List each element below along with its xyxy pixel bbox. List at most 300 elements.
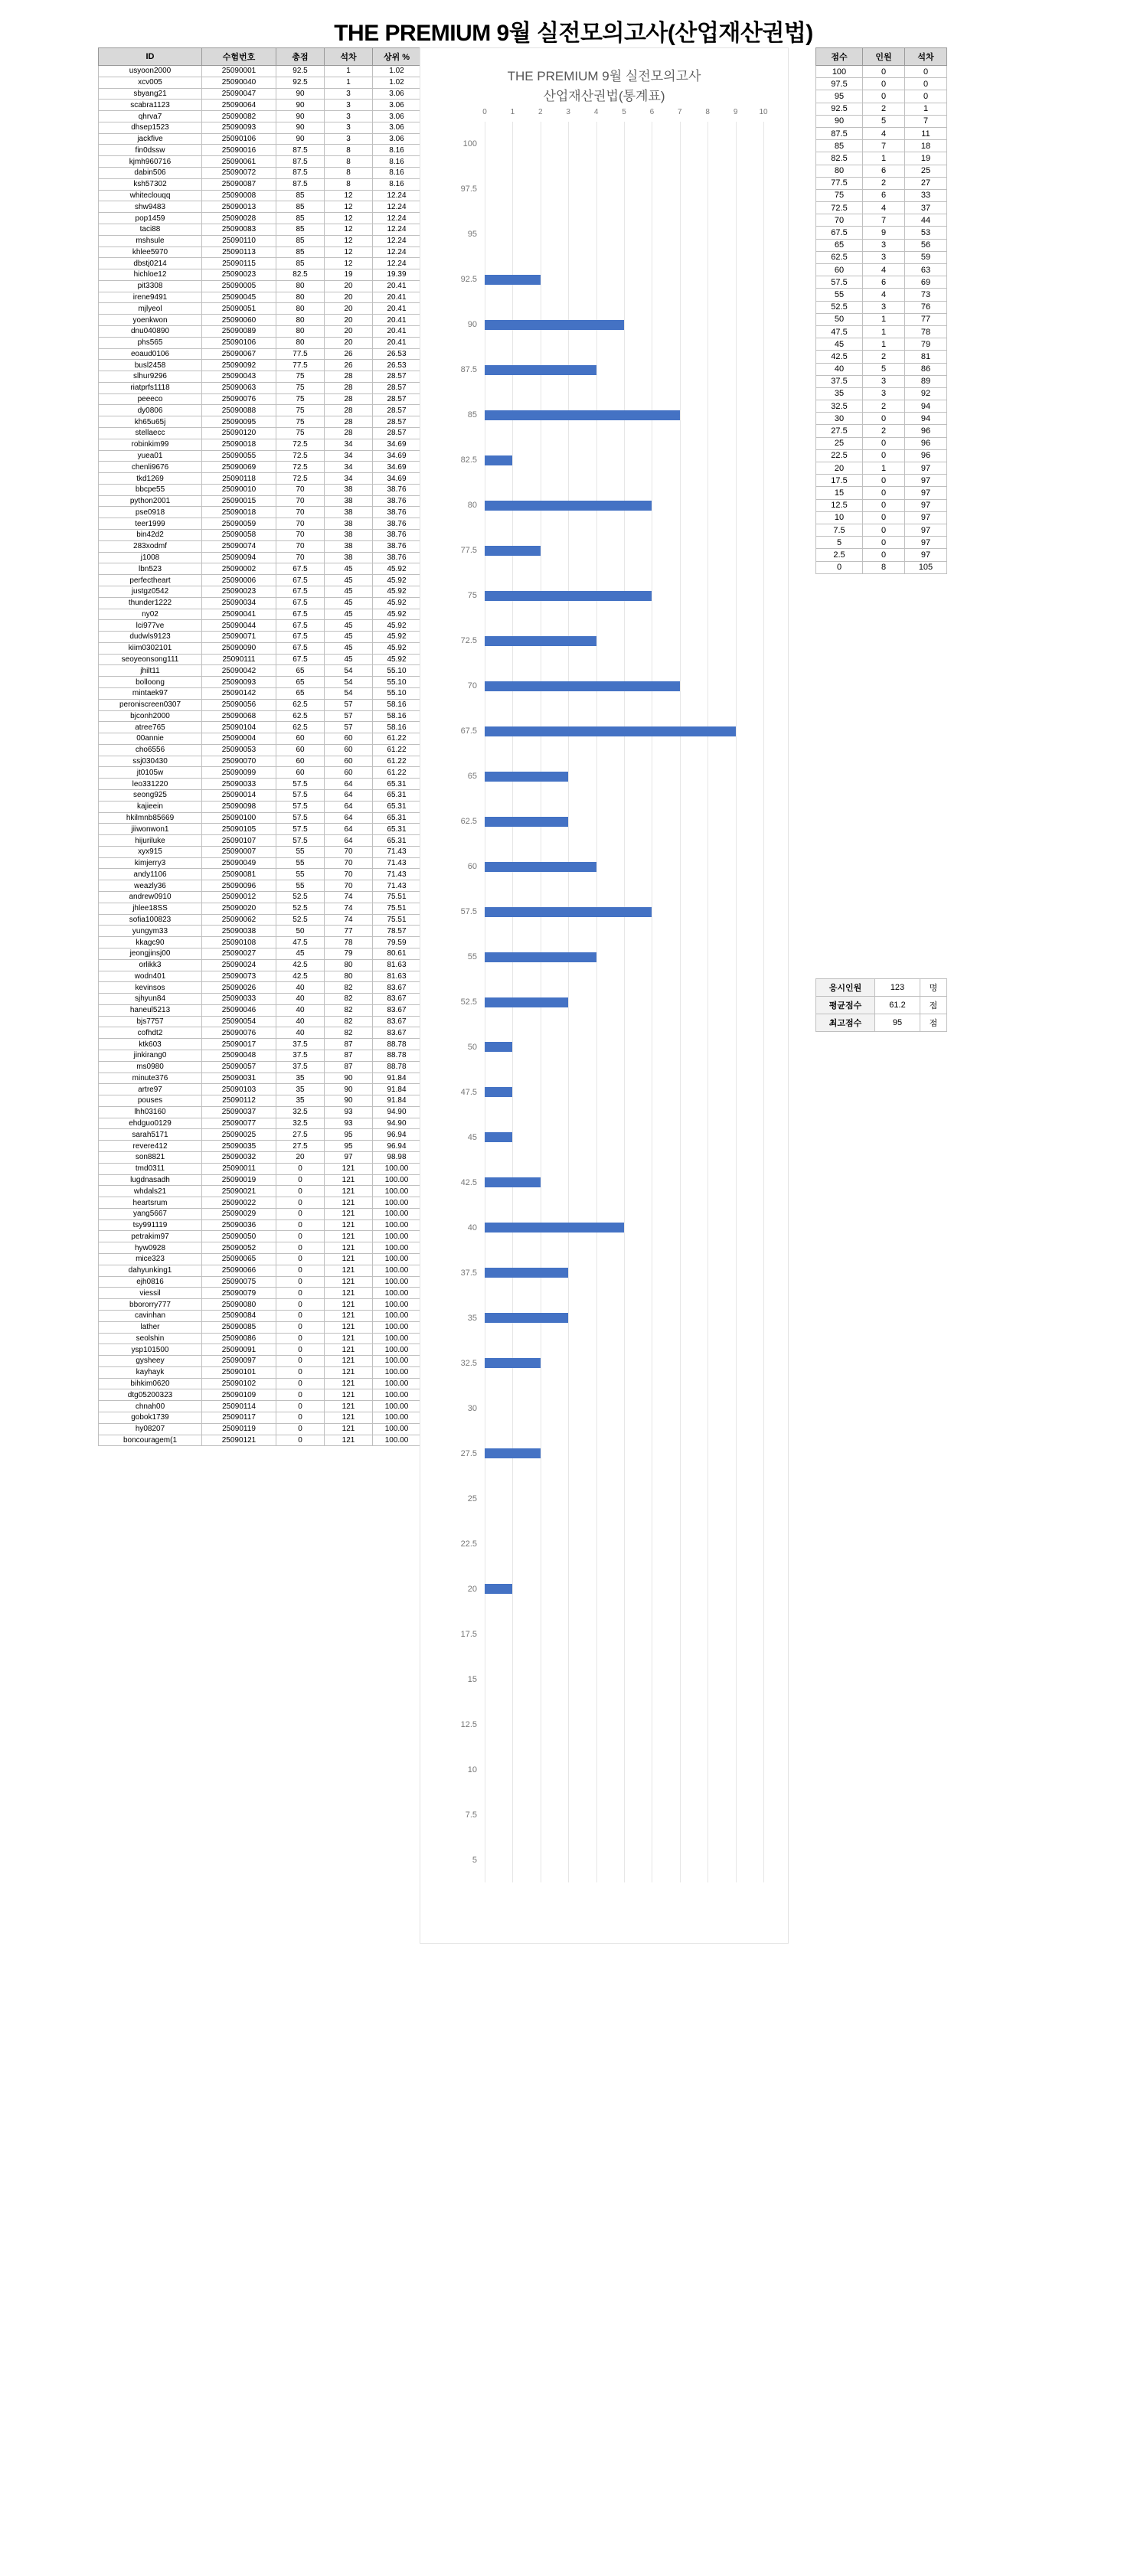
table-row bbox=[99, 790, 421, 802]
chart-bar bbox=[485, 455, 512, 465]
cell-id: peeeco bbox=[99, 393, 202, 405]
cell-count: 2 bbox=[863, 425, 905, 437]
cell-id: boncouragem(1 bbox=[99, 1435, 202, 1446]
cell-rk: 28 bbox=[325, 393, 373, 405]
cell-no: 25090058 bbox=[202, 530, 276, 541]
cell-no: 25090037 bbox=[202, 1106, 276, 1118]
cell-pc: 100.00 bbox=[373, 1435, 421, 1446]
cell-pc: 65.31 bbox=[373, 790, 421, 802]
cell-id: mice323 bbox=[99, 1254, 202, 1265]
cell-count: 0 bbox=[863, 90, 905, 103]
cell-sc: 55 bbox=[276, 846, 325, 857]
cell-sc: 72.5 bbox=[276, 462, 325, 473]
cell-no: 25090063 bbox=[202, 382, 276, 393]
column-header-score: 총점 bbox=[276, 48, 325, 66]
chart-bar bbox=[485, 997, 568, 1007]
cell-no: 25090053 bbox=[202, 744, 276, 756]
cell-rk: 45 bbox=[325, 586, 373, 597]
table-row bbox=[99, 1378, 421, 1389]
cell-cumrank: 89 bbox=[905, 375, 947, 387]
cell-id: jhilt11 bbox=[99, 665, 202, 677]
table-row bbox=[99, 665, 421, 677]
cell-cumrank: 63 bbox=[905, 264, 947, 276]
table-row bbox=[99, 190, 421, 201]
cell-rk: 3 bbox=[325, 111, 373, 122]
cell-sc: 52.5 bbox=[276, 903, 325, 914]
table-row bbox=[99, 1356, 421, 1367]
cell-count: 0 bbox=[863, 66, 905, 78]
cell-pc: 34.69 bbox=[373, 473, 421, 485]
cell-sc: 60 bbox=[276, 733, 325, 745]
cell-pc: 100.00 bbox=[373, 1197, 421, 1209]
cell-pc: 28.57 bbox=[373, 371, 421, 383]
cell-pc: 61.22 bbox=[373, 744, 421, 756]
cell-id: peroniscreen0307 bbox=[99, 699, 202, 710]
distribution-row bbox=[816, 462, 947, 475]
chart-bar bbox=[485, 817, 568, 827]
cell-no: 25090091 bbox=[202, 1344, 276, 1356]
cell-pc: 65.31 bbox=[373, 835, 421, 847]
cell-sc: 0 bbox=[276, 1276, 325, 1288]
chart-y-tick-label: 40 bbox=[467, 1223, 477, 1232]
cell-rk: 93 bbox=[325, 1118, 373, 1129]
cell-sc: 60 bbox=[276, 756, 325, 767]
cell-no: 25090047 bbox=[202, 88, 276, 100]
cell-rk: 26 bbox=[325, 360, 373, 371]
cell-rk: 121 bbox=[325, 1231, 373, 1242]
cell-sc: 40 bbox=[276, 1027, 325, 1039]
cell-sc: 67.5 bbox=[276, 586, 325, 597]
cell-cumrank: 0 bbox=[905, 66, 947, 78]
cell-id: ejh0816 bbox=[99, 1276, 202, 1288]
table-row bbox=[99, 1276, 421, 1288]
chart-y-tick-label: 50 bbox=[467, 1042, 477, 1052]
table-row bbox=[99, 609, 421, 620]
cell-no: 25090020 bbox=[202, 903, 276, 914]
cell-id: cho6556 bbox=[99, 744, 202, 756]
cell-id: mshsule bbox=[99, 235, 202, 246]
chart-y-tick-label: 70 bbox=[467, 681, 477, 691]
table-row bbox=[99, 507, 421, 518]
cell-id: leo331220 bbox=[99, 779, 202, 790]
chart-y-tick-label: 20 bbox=[467, 1584, 477, 1594]
cell-pc: 45.92 bbox=[373, 609, 421, 620]
cell-no: 25090019 bbox=[202, 1174, 276, 1186]
cell-rk: 8 bbox=[325, 156, 373, 168]
chart-y-tick-label: 80 bbox=[467, 501, 477, 511]
cell-count: 1 bbox=[863, 325, 905, 338]
cell-no: 25090007 bbox=[202, 846, 276, 857]
cell-sc: 90 bbox=[276, 88, 325, 100]
table-row bbox=[99, 824, 421, 835]
chart-bar bbox=[485, 591, 652, 601]
cell-rk: 121 bbox=[325, 1321, 373, 1333]
chart-gridline bbox=[707, 122, 708, 1882]
cell-points: 67.5 bbox=[816, 227, 863, 239]
chart-bar bbox=[485, 1584, 512, 1594]
distribution-row bbox=[816, 511, 947, 524]
cell-sc: 47.5 bbox=[276, 937, 325, 948]
cell-id: bjconh2000 bbox=[99, 710, 202, 722]
cell-sc: 72.5 bbox=[276, 473, 325, 485]
chart-y-tick-label: 35 bbox=[467, 1313, 477, 1323]
summary-value: 123 bbox=[875, 979, 920, 997]
cell-sc: 0 bbox=[276, 1163, 325, 1174]
statistics-chart bbox=[420, 47, 789, 1944]
scores-table bbox=[98, 47, 421, 1446]
cell-id: lci977ve bbox=[99, 620, 202, 632]
cell-rk: 54 bbox=[325, 665, 373, 677]
cell-count: 8 bbox=[863, 561, 905, 573]
cell-id: ktk603 bbox=[99, 1039, 202, 1050]
cell-no: 25090113 bbox=[202, 246, 276, 258]
distribution-row bbox=[816, 264, 947, 276]
cell-id: perfectheart bbox=[99, 575, 202, 586]
cell-sc: 60 bbox=[276, 767, 325, 779]
table-row bbox=[99, 812, 421, 824]
table-row bbox=[99, 1344, 421, 1356]
cell-no: 25090018 bbox=[202, 439, 276, 450]
cell-cumrank: 97 bbox=[905, 499, 947, 511]
cell-count: 0 bbox=[863, 499, 905, 511]
cell-rk: 12 bbox=[325, 224, 373, 235]
cell-sc: 0 bbox=[276, 1299, 325, 1311]
cell-id: dbstj0214 bbox=[99, 258, 202, 269]
cell-sc: 62.5 bbox=[276, 722, 325, 733]
table-row bbox=[99, 982, 421, 994]
table-row bbox=[99, 258, 421, 269]
cell-pc: 20.41 bbox=[373, 292, 421, 303]
cell-sc: 85 bbox=[276, 190, 325, 201]
cell-no: 25090107 bbox=[202, 835, 276, 847]
cell-no: 25090052 bbox=[202, 1242, 276, 1254]
cell-sc: 0 bbox=[276, 1412, 325, 1423]
chart-y-tick-label: 32.5 bbox=[460, 1358, 477, 1368]
chart-y-tick-label: 90 bbox=[467, 320, 477, 330]
chart-x-tick-label: 4 bbox=[593, 108, 599, 116]
cell-rk: 64 bbox=[325, 801, 373, 812]
cell-no: 25090049 bbox=[202, 857, 276, 869]
chart-y-tick-label: 42.5 bbox=[460, 1177, 477, 1187]
cell-pc: 61.22 bbox=[373, 756, 421, 767]
table-row bbox=[99, 948, 421, 959]
cell-id: jhlee18SS bbox=[99, 903, 202, 914]
cell-sc: 0 bbox=[276, 1231, 325, 1242]
cell-cumrank: 7 bbox=[905, 115, 947, 127]
cell-points: 7.5 bbox=[816, 524, 863, 536]
cell-id: sbyang21 bbox=[99, 88, 202, 100]
cell-rk: 60 bbox=[325, 744, 373, 756]
cell-sc: 50 bbox=[276, 926, 325, 937]
distribution-row bbox=[816, 499, 947, 511]
cell-points: 45 bbox=[816, 338, 863, 351]
cell-no: 25090005 bbox=[202, 280, 276, 292]
cell-id: atree765 bbox=[99, 722, 202, 733]
cell-cumrank: 79 bbox=[905, 338, 947, 351]
cell-no: 25090035 bbox=[202, 1141, 276, 1152]
cell-sc: 80 bbox=[276, 292, 325, 303]
table-row bbox=[99, 1197, 421, 1209]
chart-x-tick-label: 1 bbox=[510, 108, 515, 116]
cell-id: jt0105w bbox=[99, 767, 202, 779]
cell-rk: 121 bbox=[325, 1276, 373, 1288]
cell-id: sarah5171 bbox=[99, 1129, 202, 1141]
cell-no: 25090064 bbox=[202, 100, 276, 111]
table-row bbox=[99, 360, 421, 371]
cell-no: 25090104 bbox=[202, 722, 276, 733]
cell-sc: 85 bbox=[276, 213, 325, 224]
table-row bbox=[99, 235, 421, 246]
cell-pc: 100.00 bbox=[373, 1378, 421, 1389]
table-row bbox=[99, 156, 421, 168]
cell-id: viessil bbox=[99, 1288, 202, 1299]
cell-no: 25090017 bbox=[202, 1039, 276, 1050]
cell-rk: 121 bbox=[325, 1423, 373, 1435]
cell-rk: 64 bbox=[325, 824, 373, 835]
cell-id: bbororry777 bbox=[99, 1299, 202, 1311]
cell-id: lbn523 bbox=[99, 563, 202, 575]
cell-pc: 100.00 bbox=[373, 1356, 421, 1367]
cell-no: 25090033 bbox=[202, 779, 276, 790]
cell-id: pouses bbox=[99, 1095, 202, 1107]
cell-pc: 45.92 bbox=[373, 632, 421, 643]
chart-x-tick-label: 6 bbox=[649, 108, 655, 116]
cell-sc: 52.5 bbox=[276, 892, 325, 903]
cell-rk: 60 bbox=[325, 767, 373, 779]
summary-row bbox=[816, 1014, 947, 1032]
cell-id: ehdguo0129 bbox=[99, 1118, 202, 1129]
cell-count: 9 bbox=[863, 227, 905, 239]
table-row bbox=[99, 1219, 421, 1231]
table-row bbox=[99, 1310, 421, 1321]
cell-cumrank: 0 bbox=[905, 90, 947, 103]
cell-rk: 121 bbox=[325, 1197, 373, 1209]
table-row bbox=[99, 428, 421, 439]
cell-pc: 98.98 bbox=[373, 1152, 421, 1164]
cell-sc: 75 bbox=[276, 371, 325, 383]
cell-no: 25090012 bbox=[202, 892, 276, 903]
cell-no: 25090027 bbox=[202, 948, 276, 959]
table-row bbox=[99, 767, 421, 779]
chart-bar bbox=[485, 275, 541, 285]
cell-no: 25090016 bbox=[202, 145, 276, 156]
cell-id: yuea01 bbox=[99, 450, 202, 462]
distribution-row bbox=[816, 475, 947, 487]
cell-pc: 88.78 bbox=[373, 1061, 421, 1073]
cell-rk: 28 bbox=[325, 382, 373, 393]
cell-points: 12.5 bbox=[816, 499, 863, 511]
table-row bbox=[99, 1412, 421, 1423]
cell-points: 77.5 bbox=[816, 177, 863, 189]
cell-rk: 57 bbox=[325, 710, 373, 722]
cell-no: 25090088 bbox=[202, 405, 276, 416]
cell-rk: 121 bbox=[325, 1242, 373, 1254]
cell-id: petrakim97 bbox=[99, 1231, 202, 1242]
cell-pc: 100.00 bbox=[373, 1186, 421, 1197]
chart-bar bbox=[485, 681, 680, 691]
cell-count: 0 bbox=[863, 524, 905, 536]
cell-rk: 121 bbox=[325, 1254, 373, 1265]
table-row bbox=[99, 687, 421, 699]
cell-rk: 121 bbox=[325, 1163, 373, 1174]
summary-label: 응시인원 bbox=[816, 979, 875, 997]
cell-no: 25090089 bbox=[202, 325, 276, 337]
chart-gridline bbox=[568, 122, 569, 1882]
cell-id: pse0918 bbox=[99, 507, 202, 518]
table-row bbox=[99, 642, 421, 654]
cell-no: 25090023 bbox=[202, 269, 276, 281]
cell-rk: 12 bbox=[325, 190, 373, 201]
cell-points: 57.5 bbox=[816, 276, 863, 289]
cell-pc: 94.90 bbox=[373, 1106, 421, 1118]
cell-sc: 0 bbox=[276, 1378, 325, 1389]
cell-count: 1 bbox=[863, 338, 905, 351]
cell-sc: 57.5 bbox=[276, 824, 325, 835]
table-row bbox=[99, 552, 421, 563]
cell-id: khlee5970 bbox=[99, 246, 202, 258]
cell-id: dhsep1523 bbox=[99, 122, 202, 133]
table-row bbox=[99, 1401, 421, 1412]
cell-sc: 0 bbox=[276, 1219, 325, 1231]
cell-sc: 80 bbox=[276, 280, 325, 292]
cell-rk: 20 bbox=[325, 325, 373, 337]
cell-sc: 42.5 bbox=[276, 971, 325, 982]
cell-count: 3 bbox=[863, 301, 905, 313]
cell-pc: 28.57 bbox=[373, 416, 421, 428]
cell-id: orlikk3 bbox=[99, 959, 202, 971]
distribution-row bbox=[816, 239, 947, 251]
cell-sc: 60 bbox=[276, 744, 325, 756]
cell-count: 0 bbox=[863, 475, 905, 487]
cell-cumrank: 81 bbox=[905, 351, 947, 363]
chart-y-tick-label: 47.5 bbox=[460, 1087, 477, 1097]
cell-sc: 62.5 bbox=[276, 710, 325, 722]
cell-id: sofia100823 bbox=[99, 914, 202, 926]
cell-rk: 82 bbox=[325, 1016, 373, 1027]
cell-pc: 81.63 bbox=[373, 971, 421, 982]
cell-count: 0 bbox=[863, 78, 905, 90]
cell-cumrank: 105 bbox=[905, 561, 947, 573]
cell-id: chenli9676 bbox=[99, 462, 202, 473]
cell-id: 283xodmf bbox=[99, 540, 202, 552]
cell-pc: 55.10 bbox=[373, 665, 421, 677]
cell-pc: 3.06 bbox=[373, 122, 421, 133]
chart-x-tick-label: 3 bbox=[566, 108, 570, 116]
cell-no: 25090043 bbox=[202, 371, 276, 383]
cell-pc: 12.24 bbox=[373, 258, 421, 269]
cell-sc: 0 bbox=[276, 1366, 325, 1378]
table-row bbox=[99, 178, 421, 190]
table-row bbox=[99, 1129, 421, 1141]
cell-pc: 100.00 bbox=[373, 1333, 421, 1344]
chart-bar bbox=[485, 1448, 541, 1458]
cell-rk: 38 bbox=[325, 540, 373, 552]
cell-rk: 12 bbox=[325, 213, 373, 224]
cell-cumrank: 59 bbox=[905, 251, 947, 263]
cell-no: 25090119 bbox=[202, 1423, 276, 1435]
cell-id: justgz0542 bbox=[99, 586, 202, 597]
cell-cumrank: 73 bbox=[905, 289, 947, 301]
cell-points: 97.5 bbox=[816, 78, 863, 90]
cell-sc: 0 bbox=[276, 1265, 325, 1276]
cell-sc: 0 bbox=[276, 1344, 325, 1356]
cell-count: 3 bbox=[863, 251, 905, 263]
cell-sc: 45 bbox=[276, 948, 325, 959]
chart-plot-area bbox=[460, 108, 768, 1882]
cell-id: whiteclouqq bbox=[99, 190, 202, 201]
cell-id: cavinhan bbox=[99, 1310, 202, 1321]
cell-id: lhh03160 bbox=[99, 1106, 202, 1118]
cell-pc: 45.92 bbox=[373, 620, 421, 632]
cell-sc: 77.5 bbox=[276, 348, 325, 360]
cell-id: stellaecc bbox=[99, 428, 202, 439]
cell-id: hyw0928 bbox=[99, 1242, 202, 1254]
distribution-table bbox=[815, 47, 947, 574]
cell-id: kimjerry3 bbox=[99, 857, 202, 869]
cell-cumrank: 86 bbox=[905, 363, 947, 375]
cell-rk: 90 bbox=[325, 1073, 373, 1084]
cell-id: shw9483 bbox=[99, 201, 202, 213]
cell-id: hijuriluke bbox=[99, 835, 202, 847]
cell-rk: 90 bbox=[325, 1095, 373, 1107]
cell-pc: 100.00 bbox=[373, 1163, 421, 1174]
cell-count: 6 bbox=[863, 276, 905, 289]
cell-rk: 34 bbox=[325, 450, 373, 462]
cell-count: 4 bbox=[863, 202, 905, 214]
table-row bbox=[99, 1231, 421, 1242]
cell-points: 50 bbox=[816, 313, 863, 325]
table-row bbox=[99, 224, 421, 235]
cell-no: 25090054 bbox=[202, 1016, 276, 1027]
cell-rk: 20 bbox=[325, 315, 373, 326]
cell-sc: 70 bbox=[276, 552, 325, 563]
cell-id: tkd1269 bbox=[99, 473, 202, 485]
table-row bbox=[99, 439, 421, 450]
cell-cumrank: 96 bbox=[905, 449, 947, 462]
cell-points: 95 bbox=[816, 90, 863, 103]
cell-rk: 1 bbox=[325, 77, 373, 88]
cell-id: lugdnasadh bbox=[99, 1174, 202, 1186]
cell-pc: 100.00 bbox=[373, 1344, 421, 1356]
cell-rk: 38 bbox=[325, 495, 373, 507]
cell-points: 17.5 bbox=[816, 475, 863, 487]
cell-id: yang5667 bbox=[99, 1208, 202, 1219]
chart-bar bbox=[485, 1132, 512, 1142]
cell-pc: 3.06 bbox=[373, 88, 421, 100]
cell-rk: 95 bbox=[325, 1141, 373, 1152]
cell-sc: 70 bbox=[276, 540, 325, 552]
cell-pc: 28.57 bbox=[373, 428, 421, 439]
cell-points: 27.5 bbox=[816, 425, 863, 437]
cell-id: bbcpe55 bbox=[99, 484, 202, 495]
table-row bbox=[99, 495, 421, 507]
cell-sc: 85 bbox=[276, 258, 325, 269]
cell-rk: 82 bbox=[325, 994, 373, 1005]
chart-x-tick-label: 8 bbox=[705, 108, 710, 116]
cell-points: 40 bbox=[816, 363, 863, 375]
cell-rk: 12 bbox=[325, 201, 373, 213]
table-row bbox=[99, 1039, 421, 1050]
cell-sc: 0 bbox=[276, 1356, 325, 1367]
cell-rk: 28 bbox=[325, 428, 373, 439]
cell-points: 90 bbox=[816, 115, 863, 127]
cell-id: gysheey bbox=[99, 1356, 202, 1367]
cell-sc: 32.5 bbox=[276, 1106, 325, 1118]
distribution-header-row bbox=[816, 48, 947, 66]
cell-sc: 85 bbox=[276, 224, 325, 235]
table-row bbox=[99, 77, 421, 88]
cell-id: artre97 bbox=[99, 1084, 202, 1095]
